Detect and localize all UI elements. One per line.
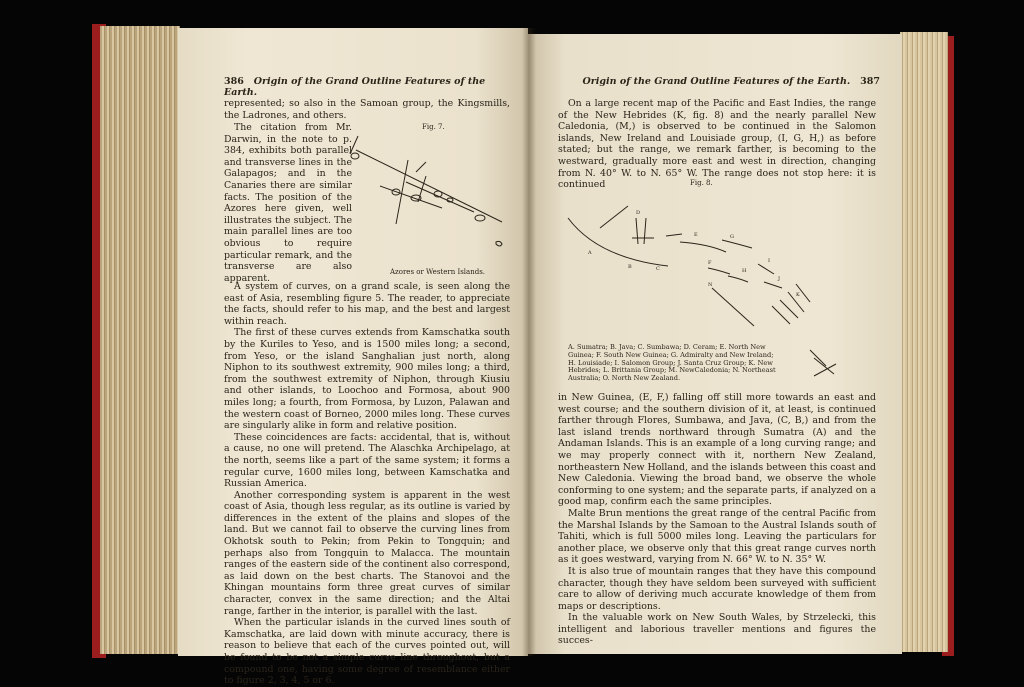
book-gutter — [522, 28, 536, 656]
fig-8-caption: A. Sumatra; B. Java; C. Sumbawa; D. Ceram; E. North New Guinea; F. South New Guinea; G. Admiralty and New Ireland; H. Louisiade; I. Salomon Group; J. Santa Cruz Group; K. New Hebrides; L. Brittania Group; M. NewCaledonia; N. Northeast Australia; O. North New Zealand. — [568, 343, 776, 383]
paragraph: Another corresponding system is apparent in the west coast of Asia, though less regular, as its outline is varied by differences in the extent of the plains and slopes of the land. But we cannot fail to observe the curving lines from Okhotsk south to Pekin; from Pekin to Tongquin; and perhaps also from Tongquin to Malacca. The mountain ranges of the eastern side of the continent also correspond, as laid down on the best charts. The Stanovoi and the Khingan mountains form three great curves of similar character, convex in the same direction; and the Altai range, farther in the interior, is parallel with the last. — [224, 489, 510, 617]
right-body-text — [558, 392, 876, 647]
right-page — [528, 34, 902, 654]
left-running-head — [224, 76, 514, 98]
fig-7-azores-diagram — [346, 132, 514, 262]
fig-7-label: Fig. 7. — [422, 123, 445, 131]
left-citation-text — [224, 122, 352, 284]
svg-text:C: C — [656, 266, 660, 272]
svg-text:K: K — [796, 292, 800, 298]
paragraph: The first of these curves extends from Kamschatka south by the Kuriles to Yeso, and is 1500 miles long; a second, from Yeso, or the island Sanghalian just north, along Niphon to its southwest extremity, 900 miles long; a third, from the southwest extremity of Niphon, through Kiusiu and other islands, to Loochoo and Formosa, about 900 miles long; a fourth, from Formosa, by Luzon, Palawan and the western coast of Borneo, 2000 miles long. These curves are singularly alike in form and relative position. — [224, 327, 510, 432]
paragraph: in New Guinea, (E, F,) falling off still more towards an east and west course; and the southern division of it, at least, is continued farther through Flores, Sumbawa, and Java, (C, B,) and from the last island trends northward through Sumatra (A) and the Andaman Islands. This is an example of a long curving range; and we may properly connect with it, northern New Zealand, northeastern New Holland, and the islands between this coast and New Caledonia. Viewing the broad band, we observe the whole conforming to one system; and the separate parts, if analyzed on a good map, confirm each the same principles. — [558, 392, 876, 508]
paragraph: represented; so also in the Samoan group, the Kingsmills, the Ladrones, and others. — [224, 98, 510, 121]
page-edges-left — [100, 26, 180, 654]
paragraph: It is also true of mountain ranges that they have this compound character, though they have seldom been surveyed with sufficient care to allow of deriving much accurate knowledge of them from maps or descriptions. — [558, 565, 876, 612]
svg-text:G: G — [730, 234, 734, 240]
fig-8-label: Fig. 8. — [690, 179, 713, 187]
left-page-number: 386 — [224, 76, 244, 87]
left-body-text — [224, 281, 510, 687]
fig-8-ranges-diagram — [558, 188, 876, 340]
paragraph: When the particular islands in the curved lines south of Kamschatka, are laid down with minute accuracy, there is reason to believe that each of the curves pointed out, will be found to be not a simple curve line throughout, but a compound one, having some degree of resemblance either to figure 2, 3, 4, 5 or 6. — [224, 617, 510, 687]
paragraph: The citation from Mr. Darwin, in the note to p. 384, exhibits both parallel and transverse lines in the Galapagos; and in the Canaries there are similar facts. The position of the Azores here given, well illustrates the subject. The main parallel lines are too obvious to require particular remark, and the transverse are also apparent. — [224, 122, 352, 284]
fig-7-caption: Azores or Western Islands. — [390, 268, 486, 276]
svg-text:N: N — [708, 282, 713, 288]
svg-text:B: B — [628, 264, 632, 270]
paragraph: A system of curves, on a grand scale, is seen along the east of Asia, resembling figure 5. The reader, to appreciate the facts, should refer to his map, and the best and largest within reach. — [224, 281, 510, 327]
svg-text:J: J — [778, 276, 781, 282]
svg-text:D: D — [636, 210, 641, 216]
paragraph: Malte Brun mentions the great range of the central Pacific from the Marshal Islands by the Samoan to the Austral Islands south of Tahiti, which is full 5000 miles long. Leaving the particulars for another place, we observe only that this great range curves north as it goes westward, varying from N. 66° W. to N. 35° W. — [558, 507, 876, 566]
paragraph: In the valuable work on New South Wales, by Strzelecki, this intelligent and laborious traveller mentions and figures the succes- — [558, 612, 876, 647]
right-page-number: 387 — [860, 76, 880, 87]
fig-8-inset-diagram — [806, 346, 846, 386]
svg-text:F: F — [708, 260, 712, 266]
left-intro-text — [224, 98, 510, 121]
svg-text:A: A — [588, 250, 592, 256]
right-map-text — [558, 98, 876, 191]
left-page — [178, 28, 528, 687]
page-edges-right — [900, 32, 948, 652]
svg-text:E: E — [694, 232, 698, 238]
left-head-title: Origin of the Grand Outline Features of the Earth. — [224, 76, 486, 98]
paragraph: These coincidences are facts: accidental, that is, without a cause, no one will pretend. The Alaschka Archipelago, at the north, seems like a part of the same system; it forms a regular curve, 1600 miles long, between Kamschatka and Russian America. — [224, 431, 510, 490]
open-book — [92, 20, 954, 687]
svg-text:I: I — [768, 258, 770, 264]
right-head-title: Origin of the Grand Outline Features of the Earth. — [582, 76, 851, 87]
svg-text:H: H — [742, 268, 747, 274]
right-running-head — [568, 76, 880, 87]
paragraph: On a large recent map of the Pacific and East Indies, the range of the New Hebrides (K, fig. 8) and the nearly parallel New Caledonia, (M,) is observed to be continued in the Salomon islands, New Ireland and Louisiade group, (I, G, H,) as before stated; but the range, we remark farther, is becoming to the westward, gradually more east and west in direction, changing from N. 40° W. to N. 65° W. The range does not stop here: it is continued — [558, 98, 876, 191]
